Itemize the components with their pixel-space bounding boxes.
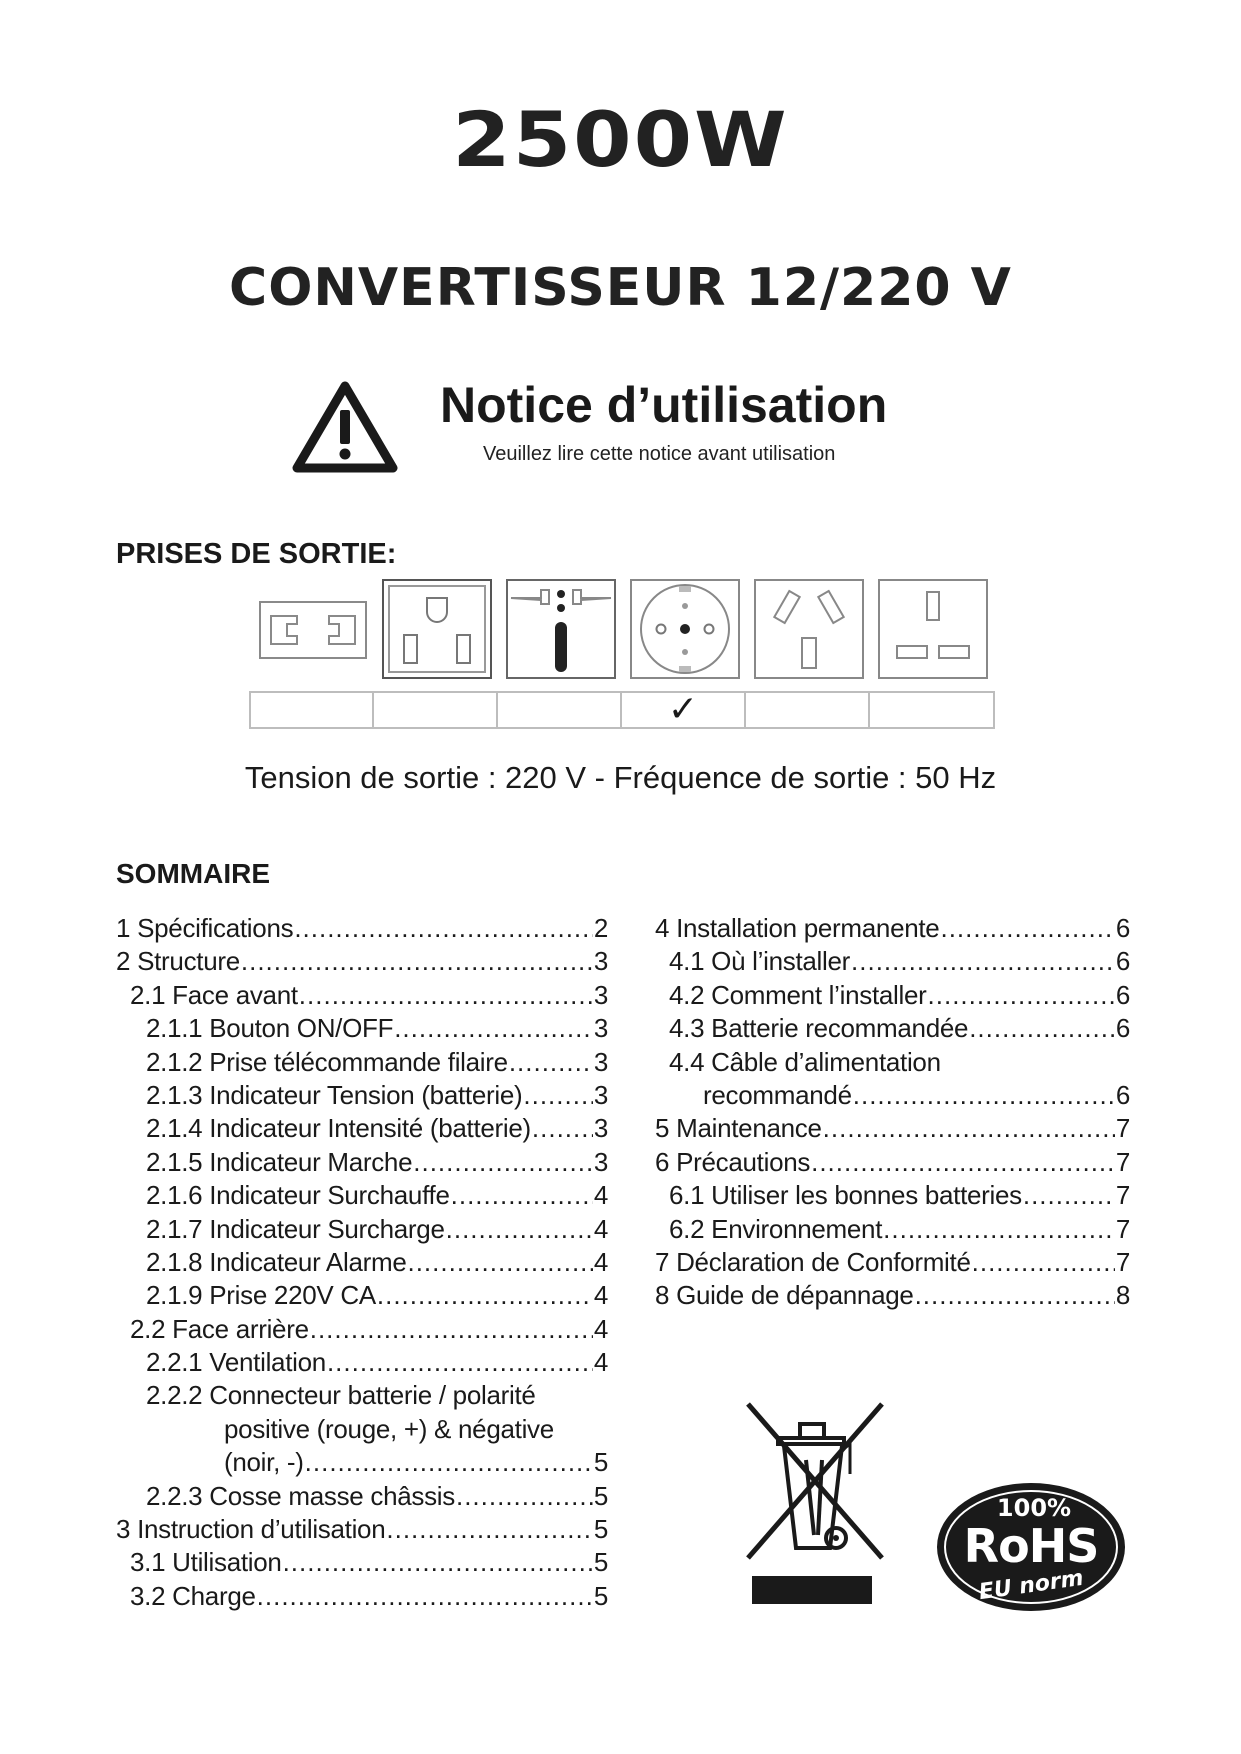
- toc-entry: [655, 1012, 1130, 1045]
- toc-entry-title: 3.2 Charge: [130, 1580, 256, 1611]
- toc-entry-title: 2.1.9 Prise 220V CA: [146, 1280, 376, 1311]
- toc-entry-title: 2.2 Face arrière: [130, 1313, 309, 1344]
- svg-text:RoHS: RoHS: [963, 1519, 1099, 1573]
- toc-entry-page: 4: [593, 1180, 608, 1211]
- product-power: 2500W: [452, 95, 789, 185]
- toc-entry-page: 6: [1115, 1079, 1130, 1110]
- toc-entry-title: 2 Structure: [116, 946, 240, 977]
- toc-entry-title: 2.1.8 Indicateur Alarme: [146, 1246, 407, 1277]
- toc-entry-leader: [928, 979, 1115, 1012]
- toc-entry-title: 2.1.7 Indicateur Surcharge: [146, 1213, 445, 1244]
- toc-entry-leader: [283, 1546, 593, 1579]
- toc-entry-title: 2.1.2 Prise télécommande filaire: [146, 1046, 508, 1077]
- toc-entry-page: 4: [593, 1313, 608, 1344]
- toc-entry-leader: [394, 1012, 593, 1045]
- toc-entry: [116, 1546, 608, 1579]
- toc-entry-title: 6 Précautions: [655, 1146, 811, 1177]
- toc-entry: [116, 912, 608, 945]
- toc-entry-leader: [523, 1079, 592, 1112]
- toc-entry-page: 7: [1115, 1180, 1130, 1211]
- toc-entry-page: 7: [1115, 1213, 1130, 1244]
- toc-entry: [116, 1379, 608, 1412]
- toc-entry-title: 3.1 Utilisation: [130, 1547, 282, 1578]
- toc-entry-leader: [823, 1112, 1115, 1145]
- outlet-uk-icon: [879, 580, 987, 678]
- toc-entry: [116, 1213, 608, 1246]
- outlet-universal-icon: [260, 602, 366, 658]
- toc-entry-leader: [972, 1246, 1115, 1279]
- toc-entry-page: 8: [1115, 1280, 1130, 1311]
- product-name: CONVERTISSEUR 12/220 V: [229, 258, 1012, 318]
- toc-entry-title: 2.1.6 Indicateur Surchauffe: [146, 1180, 450, 1211]
- toc-entry: [116, 1480, 608, 1513]
- toc-entry-title: 2.1.1 Bouton ON/OFF: [146, 1013, 394, 1044]
- toc-entry: [116, 1179, 608, 1212]
- toc-entry-title: 2.1.5 Indicateur Marche: [146, 1146, 413, 1177]
- svg-text:100%: 100%: [996, 1494, 1072, 1522]
- toc-entry-leader: [451, 1179, 593, 1212]
- toc-entry-page: 3: [593, 1013, 608, 1044]
- toc-entry-page: 7: [1115, 1246, 1130, 1277]
- toc-entry: [655, 1046, 1130, 1079]
- outlet-check-row: [250, 692, 994, 728]
- notice-title: Notice d’utilisation: [440, 377, 888, 433]
- toc-entry-page: 6: [1115, 1013, 1130, 1044]
- toc-entry: [116, 1346, 608, 1379]
- selected-outlet-check: ✓: [667, 689, 699, 730]
- toc-entry-leader: [456, 1480, 593, 1513]
- toc-entry-title: 2.2.3 Cosse masse châssis: [146, 1480, 455, 1511]
- toc-entry: [116, 1046, 608, 1079]
- toc-entry: [655, 979, 1130, 1012]
- toc-entry-page: 5: [593, 1480, 608, 1511]
- toc-entry-page: 3: [593, 1046, 608, 1077]
- toc-entry: [116, 1513, 608, 1546]
- toc-entry-page: 5: [593, 1580, 608, 1611]
- toc-entry-leader: [294, 912, 593, 945]
- toc-entry-leader: [377, 1279, 593, 1312]
- toc-entry-leader: [853, 1079, 1115, 1112]
- toc-entry-title: 4.2 Comment l’installer: [669, 979, 927, 1010]
- toc-entry-page: 5: [593, 1447, 608, 1478]
- toc-entry-title: positive (rouge, +) & négative: [224, 1413, 554, 1444]
- toc-entry-leader: [257, 1580, 593, 1613]
- toc-entry-title: 4 Installation permanente: [655, 913, 940, 943]
- toc-entry-leader: [969, 1012, 1115, 1045]
- toc-entry-title: (noir, -): [224, 1447, 304, 1478]
- outlet-us-icon: [383, 580, 491, 678]
- toc-entry: [116, 1580, 608, 1613]
- toc-entry-title: 3 Instruction d’utilisation: [116, 1514, 386, 1545]
- toc-entry-leader: [940, 912, 1114, 945]
- toc-entry: [116, 1279, 608, 1312]
- toc-entry-page: 4: [593, 1280, 608, 1311]
- toc-entry: [655, 912, 1130, 945]
- toc-entry-page: 6: [1115, 979, 1130, 1010]
- toc-entry: [116, 1112, 608, 1145]
- toc-entry-leader: [407, 1246, 592, 1279]
- toc-entry-leader: [915, 1279, 1115, 1312]
- toc-left-column: [116, 912, 608, 1613]
- toc-entry-page: 2: [593, 913, 608, 943]
- outlets-heading: PRISES DE SORTIE:: [116, 538, 397, 570]
- toc-entry-page: 4: [593, 1347, 608, 1378]
- outlet-schuko-icon: [631, 580, 739, 678]
- toc-entry-leader: [413, 1146, 593, 1179]
- toc-entry-leader: [386, 1513, 592, 1546]
- toc-entry: [655, 1112, 1130, 1145]
- toc-entry-page: 3: [593, 1079, 608, 1110]
- toc-entry: [116, 1246, 608, 1279]
- toc-entry-page: 5: [593, 1547, 608, 1578]
- toc-entry: [116, 1079, 608, 1112]
- toc-entry-leader: [305, 1446, 593, 1479]
- toc-entry-leader: [1023, 1179, 1115, 1212]
- svg-text:EU norm: EU norm: [977, 1565, 1085, 1606]
- toc-entry: [116, 945, 608, 978]
- warning-triangle-icon: [292, 380, 398, 476]
- toc-entry: [655, 945, 1130, 978]
- toc-entry-title: 2.1.4 Indicateur Intensité (batterie): [146, 1113, 531, 1144]
- outlet-types-table: [249, 578, 995, 730]
- toc-entry: [116, 979, 608, 1012]
- outlet-multipin-icon: [507, 580, 615, 678]
- toc-entry-page: 3: [593, 1113, 608, 1144]
- toc-entry: [116, 1012, 608, 1045]
- toc-entry-page: 6: [1115, 946, 1130, 977]
- toc-entry-page: 6: [1115, 913, 1130, 943]
- toc-entry-title: 5 Maintenance: [655, 1113, 822, 1144]
- rohs-logo: [934, 1480, 1128, 1614]
- toc-entry-page: 7: [1115, 1113, 1130, 1144]
- toc-entry: [116, 1313, 608, 1346]
- toc-entry-title: 6.1 Utiliser les bonnes batteries: [669, 1180, 1022, 1211]
- toc-entry-leader: [509, 1046, 593, 1079]
- crossed-out-bin-icon: [740, 1390, 890, 1608]
- toc-entry-leader: [446, 1213, 593, 1246]
- toc-entry-page: 3: [593, 1146, 608, 1177]
- toc-entry: [655, 1246, 1130, 1279]
- toc-entry: [655, 1079, 1130, 1112]
- toc-entry-title: 8 Guide de dépannage: [655, 1280, 914, 1311]
- toc-entry-leader: [811, 1146, 1115, 1179]
- toc-entry-leader: [310, 1313, 593, 1346]
- toc-entry-title: 4.1 Où l’installer: [669, 946, 851, 977]
- toc-entry: [116, 1146, 608, 1179]
- toc-entry-title: 6.2 Environnement: [669, 1213, 883, 1244]
- toc-entry-title: 2.2.2 Connecteur batterie / polarité: [146, 1380, 536, 1411]
- toc-entry-leader: [241, 945, 593, 978]
- toc-entry-title: 4.4 Câble d’alimentation: [669, 1046, 941, 1077]
- toc-entry-title: 1 Spécifications: [116, 913, 294, 943]
- toc-entry-title: 7 Déclaration de Conformité: [655, 1246, 971, 1277]
- toc-entry-title: 2.1.3 Indicateur Tension (batterie): [146, 1079, 523, 1110]
- toc-entry-page: 7: [1115, 1146, 1130, 1177]
- toc-entry: [116, 1413, 608, 1446]
- toc-entry-leader: [327, 1346, 593, 1379]
- toc-entry-title: 2.1 Face avant: [130, 979, 298, 1010]
- toc-entry-page: 4: [593, 1246, 608, 1277]
- output-specs: Tension de sortie : 220 V - Fréquence de sortie : 50 Hz: [244, 760, 997, 795]
- toc-entry: [655, 1179, 1130, 1212]
- notice-subtitle: Veuillez lire cette notice avant utilisation: [483, 443, 836, 465]
- toc-entry: [655, 1146, 1130, 1179]
- toc-entry: [655, 1279, 1130, 1312]
- toc-entry: [116, 1446, 608, 1479]
- outlet-australian-icon: [755, 580, 863, 678]
- toc-entry-leader: [851, 945, 1115, 978]
- toc-heading: SOMMAIRE: [116, 858, 270, 889]
- toc-entry-page: 5: [593, 1514, 608, 1545]
- toc-entry-title: recommandé: [703, 1079, 852, 1110]
- toc-right-column: [655, 912, 1130, 1313]
- toc-entry-page: 4: [593, 1213, 608, 1244]
- toc-entry-leader: [532, 1112, 593, 1145]
- toc-entry-page: 3: [593, 946, 608, 977]
- toc-entry-title: 4.3 Batterie recommandée: [669, 1013, 969, 1044]
- toc-entry-title: 2.2.1 Ventilation: [146, 1347, 326, 1378]
- toc-entry: [655, 1213, 1130, 1246]
- toc-entry-leader: [299, 979, 593, 1012]
- toc-entry-leader: [883, 1213, 1115, 1246]
- toc-entry-page: 3: [593, 979, 608, 1010]
